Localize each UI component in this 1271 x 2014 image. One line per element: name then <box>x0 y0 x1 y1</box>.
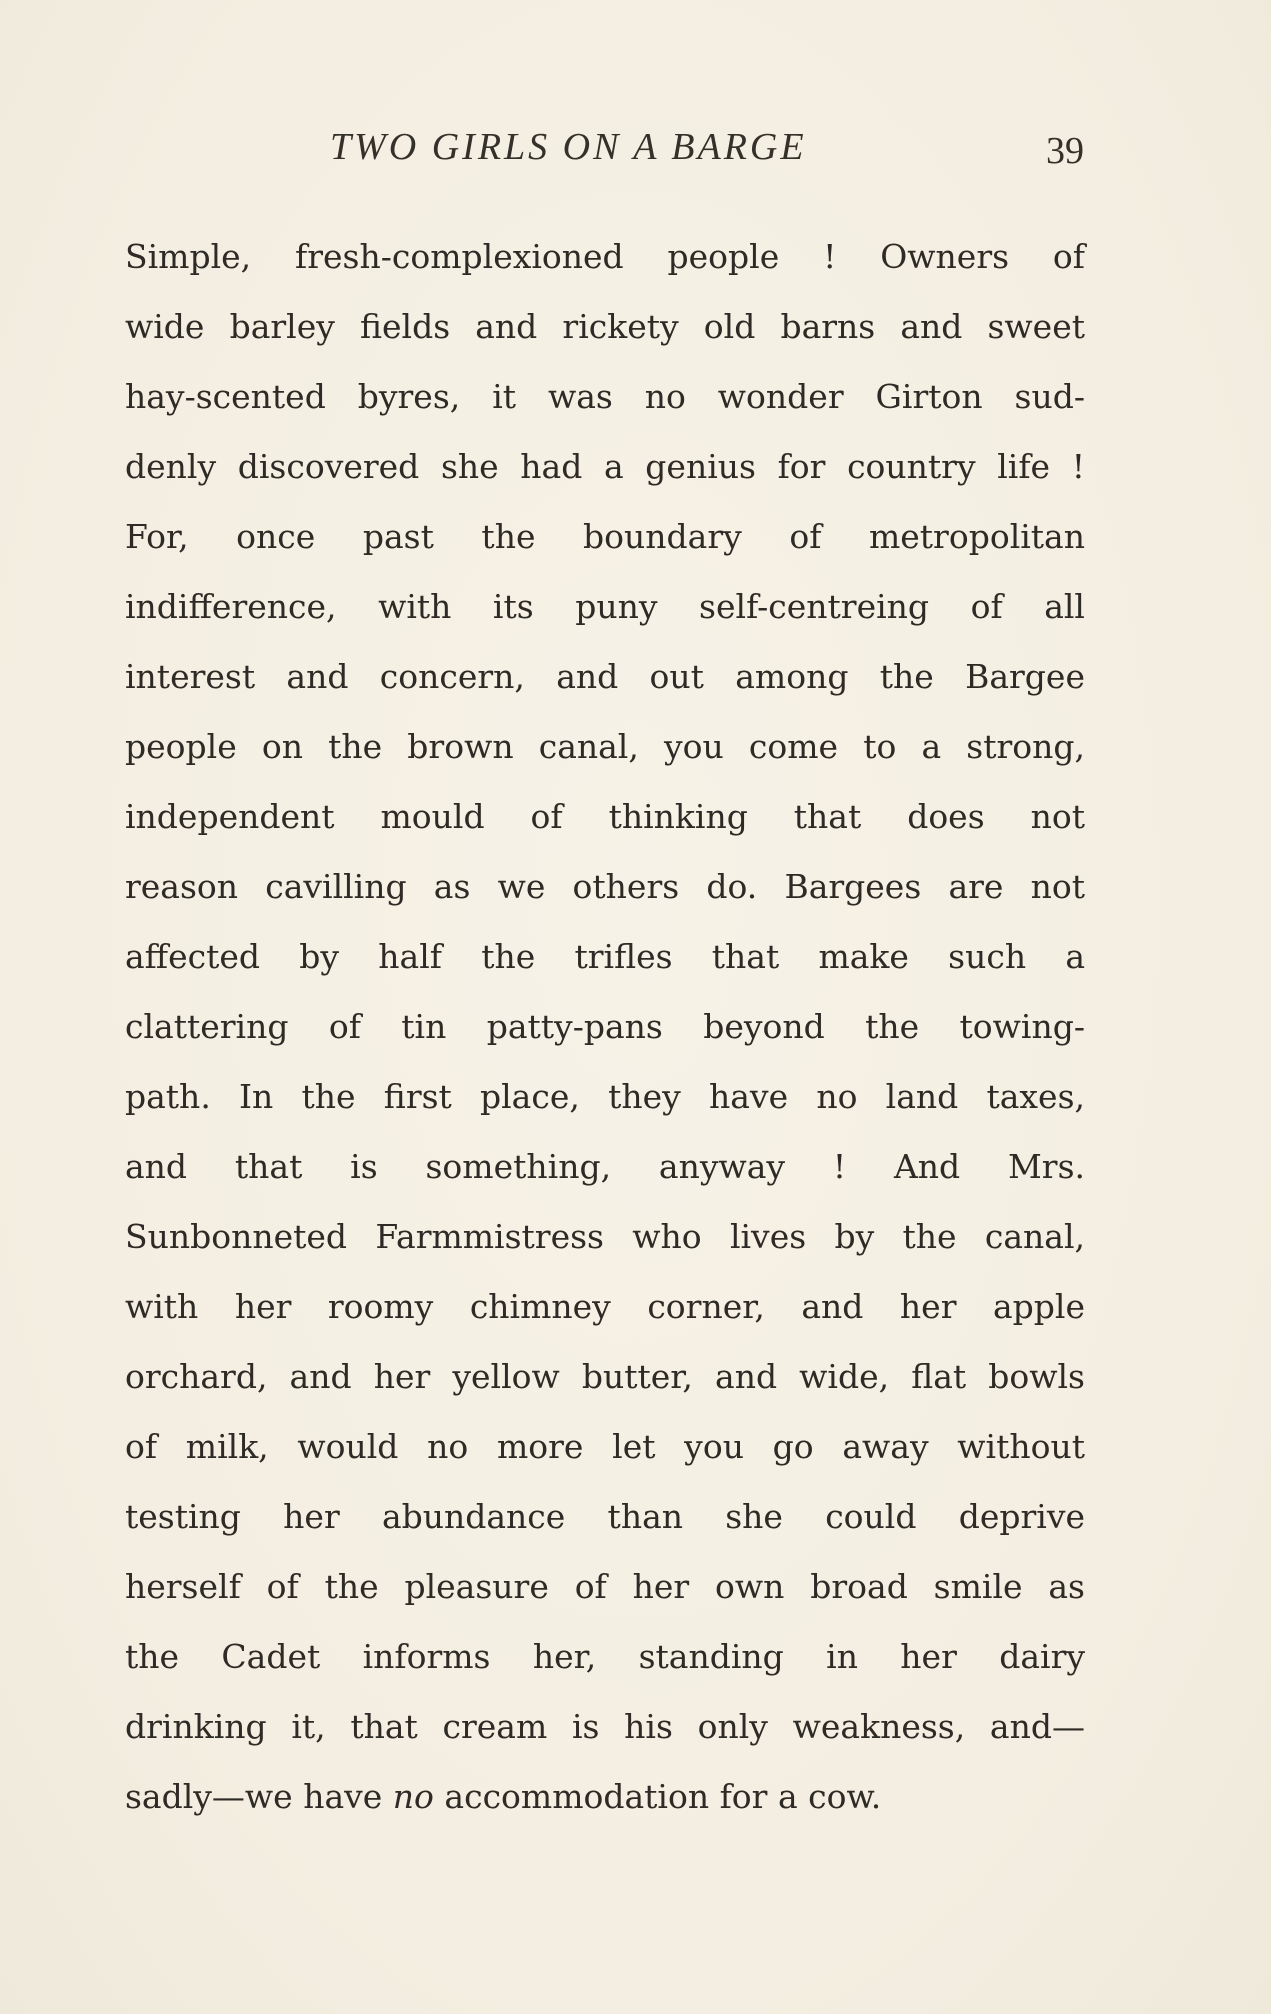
text-line: independent mould of thinking that does not <box>125 797 1085 836</box>
text-line: with her roomy chimney corner, and her apple <box>125 1287 1085 1326</box>
text-line: affected by half the trifles that make such a <box>125 937 1085 976</box>
text-line: indifference, with its puny self-centreing of all <box>125 587 1085 626</box>
text-line: reason cavilling as we others do. Bargees are not <box>125 867 1085 906</box>
body-text <box>125 222 1085 1832</box>
text-line: and that is something, anyway ! And Mrs. <box>125 1147 1085 1186</box>
text-line: For, once past the boundary of metropolitan <box>125 517 1085 556</box>
text-line: interest and concern, and out among the Bargee <box>125 657 1085 696</box>
text-line: testing her abundance than she could deprive <box>125 1497 1085 1536</box>
text-line: herself of the pleasure of her own broad smile as <box>125 1567 1085 1606</box>
last-line-start: sadly—we have <box>125 1777 393 1816</box>
emphasized-word: no <box>392 1777 434 1816</box>
page-number: 39 <box>1046 130 1084 172</box>
running-title: TWO GIRLS ON A BARGE <box>330 126 807 168</box>
text-line: Simple, fresh-complexioned people ! Owners of <box>125 237 1085 276</box>
text-line: drinking it, that cream is his only weakness, and— <box>125 1707 1085 1746</box>
text-line: path. In the first place, they have no land taxes, <box>125 1077 1085 1116</box>
text-line: people on the brown canal, you come to a strong, <box>125 727 1085 766</box>
text-line: wide barley fields and rickety old barns and sweet <box>125 307 1085 346</box>
last-text-line <box>125 1762 1085 1832</box>
text-line: Sunbonneted Farmmistress who lives by the canal, <box>125 1217 1085 1256</box>
text-line: the Cadet informs her, standing in her dairy <box>125 1637 1085 1676</box>
text-line: of milk, would no more let you go away without <box>125 1427 1085 1466</box>
text-line: clattering of tin patty-pans beyond the towing- <box>125 1007 1085 1046</box>
text-line: hay-scented byres, it was no wonder Girton sud- <box>125 377 1085 416</box>
text-line: orchard, and her yellow butter, and wide, flat bowls <box>125 1357 1085 1396</box>
last-line-end: accommodation for a cow. <box>433 1777 882 1816</box>
running-head <box>0 125 1271 175</box>
text-line: denly discovered she had a genius for country life ! <box>125 447 1085 486</box>
